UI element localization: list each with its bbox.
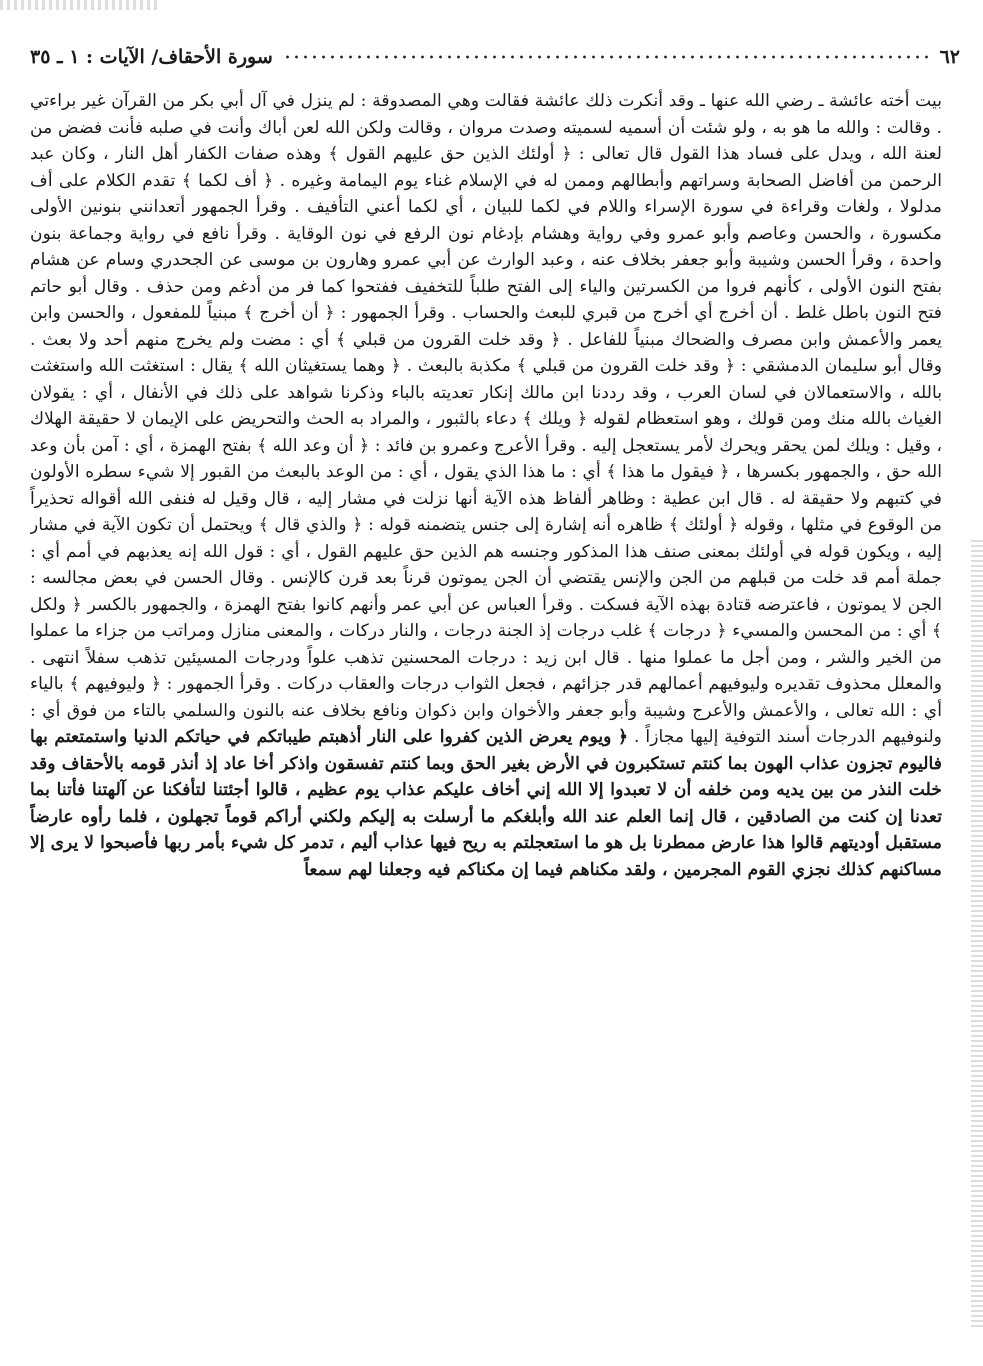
running-title: سورة الأحقاف/ الآيات : ١ ـ ٣٥ bbox=[30, 46, 273, 68]
commentary-text: بيت أخته عائشة ـ رضي الله عنها ـ وقد أنكرت ذلك عائشة فقالت وهي المصدوقة : لم ينزل في آل أبي بكر من القرآن غير براءتي . وقالت : والله ما هو به ، ولو شئت أن أسميه لسميته وصدت مروان ، وقالت ولكن الله لعن أباك وأنت في صلبه فأنت فضض من لعنة الله ، ويدل على فساد هذا القول قال تعالى : ﴿ أولئك الذين حق عليهم القول ﴾ وهذه صفات الكفار أهل النار ، وكان عبد الرحمن من أفاضل الصحابة وسراتهم وأبطالهم وممن له في الإسلام غناء يوم اليمامة وغيره . ﴿ أف لكما ﴾ تقدم الكلام على أف مدلولا ، ولغات وقراءة في سورة الإسراء واللام في لكما للبيان ، أي لكما أعني التأفيف . وقرأ الجمهور أتعدانني بنونين الأولى مكسورة ، والحسن وعاصم وأبو عمرو وفي رواية وهشام بإدغام نون الرفع في نون الوقاية . وقرأ نافع في رواية وجماعة بنون واحدة ، وقرأ الحسن وشيبة وأبو جعفر بخلاف عنه ، وعبد الوارث عن أبي عمرو وهارون بن موسى عن الجحدري وسام عن هشام بفتح النون الأولى ، كأنهم فروا من الكسرتين والياء إلى الفتح طلباً للتخفيف ففتحوا كما فر من أدغم ومن حذف . وقال أبو حاتم فتح النون باطل غلط . أن أخرج أي أخرج من قبري للبعث والحساب . وقرأ الجمهور : ﴿ أن أخرج ﴾ مبنياً للمفعول ، والحسن وابن يعمر والأعمش وابن مصرف والضحاك مبنياً للفاعل . ﴿ وقد خلت القرون من قبلي ﴾ أي : مضت ولم يخرج منهم أحد ولا بعث . وقال أبو سليمان الدمشقي : ﴿ وقد خلت القرون من قبلي ﴾ مكذبة بالبعث . ﴿ وهما يستغيثان الله ﴾ يقال : استغثت الله واستغثت بالله ، والاستعمالان في لسان العرب ، وقد رددنا ابن مالك إنكار تعديته بالباء وذكرنا شواهد على ذلك في الأنفال ، أي : يقولان الغياث بالله منك ومن قولك ، وهو استعظام لقوله ﴿ ويلك ﴾ دعاء بالثبور ، والمراد به الحث والتحريض على الإيمان لا حقيقة الهلاك ، وقيل : ويلك لمن يحقر ويحرك لأمر يستعجل إليه . وقرأ الأعرج وعمرو بن فائد : ﴿ أن وعد الله ﴾ بفتح الهمزة ، أي : آمن بأن وعد الله حق ، والجمهور بكسرها ، ﴿ فيقول ما هذا ﴾ أي : ما هذا الذي يقول ، أي : من الوعد بالبعث من القبور إلا شيء سطره الأولون في كتبهم ولا حقيقة له . قال ابن عطية : وظاهر ألفاظ هذه الآية أنها نزلت في مشار إليه ، قال وقيل له فنفى الله أقواله تحذيراً من الوقوع في مثلها ، وقوله ﴿ أولئك ﴾ ظاهره أنه إشارة إلى جنس يتضمنه قوله : ﴿ والذي قال ﴾ ويحتمل أن تكون الآية في مشار إليه ، ويكون قوله في أولئك بمعنى صنف هذا المذكور وجنسه هم الذين حق عليهم القول ، أي : قول الله إنه يعذبهم في أمم أي : جملة أمم قد خلت من قبلهم من الجن والإنس يقتضي أن الجن يموتون قرناً بعد قرن كالإنس . وقال الحسن في بعض مجالسه : الجن لا يموتون ، فاعترضه قتادة بهذه الآية فسكت . وقرأ العباس عن أبي عمر وأنهم كانوا بفتح الهمزة ، والجمهور بالكسر ﴿ ولكل ﴾ أي : من المحسن والمسيء ﴿ درجات ﴾ غلب درجات إذ الجنة درجات ، والنار دركات ، والمعنى منازل ومراتب من جزاء ما عملوا من الخير والشر ، ومن أجل ما عملوا منها . قال ابن زيد : درجات المحسنين تذهب علواً ودرجات المسيئين تذهب سفلاً انتهى . والمعلل محذوف تقديره وليوفيهم أعمالهم قدر جزائهم ، فجعل الثواب درجات والعقاب دركات . وقرأ الجمهور : ﴿ وليوفيهم ﴾ بالياء أي : الله تعالى ، والأعمش والأعرج وشيبة وأبو جعفر والأخوان وابن ذكوان ونافع بخلاف عنه بالنون والسلمي بالتاء من فوق أي : ولنوفيهم الدرجات أسند التوفية إليها مجازاً . bbox=[30, 91, 942, 747]
scan-artifact bbox=[0, 0, 160, 10]
text-block bbox=[30, 88, 942, 883]
page-header bbox=[30, 40, 960, 74]
quran-passage: ﴿ ويوم يعرض الذين كفروا على النار أذهبتم طيباتكم في حياتكم الدنيا واستمتعتم بها فاليوم تجزون عذاب الهون بما كنتم تستكبرون في الأرض بغير الحق وبما كنتم تفسقون واذكر أخا عاد إذ أنذر قومه بالأحقاف وقد خلت النذر من بين يديه ومن خلفه أن لا تعبدوا إلا الله إني أخاف عليكم عذاب يوم عظيم ، قالوا أجئتنا لتأفكنا عن آلهتنا فأتنا بما تعدنا إن كنت من الصادقين ، قال إنما العلم عند الله وأبلغكم ما أرسلت به إليكم ولكني أراكم قوماً تجهلون ، فلما رأوه عارضاً مستقبل أوديتهم قالوا هذا عارض ممطرنا بل هو ما استعجلتم به ريح فيها عذاب أليم ، تدمر كل شيء بأمر ربها فأصبحوا لا يرى إلا مساكنهم كذلك نجزي القوم المجرمين ، ولقد مكناهم فيما إن مكناكم فيه وجعلنا لهم سمعاً bbox=[30, 727, 942, 880]
page-number: ٦٢ bbox=[939, 46, 960, 68]
dotted-leader bbox=[283, 55, 930, 59]
scan-edge-artifact bbox=[971, 540, 983, 1330]
page-body bbox=[30, 88, 942, 1238]
